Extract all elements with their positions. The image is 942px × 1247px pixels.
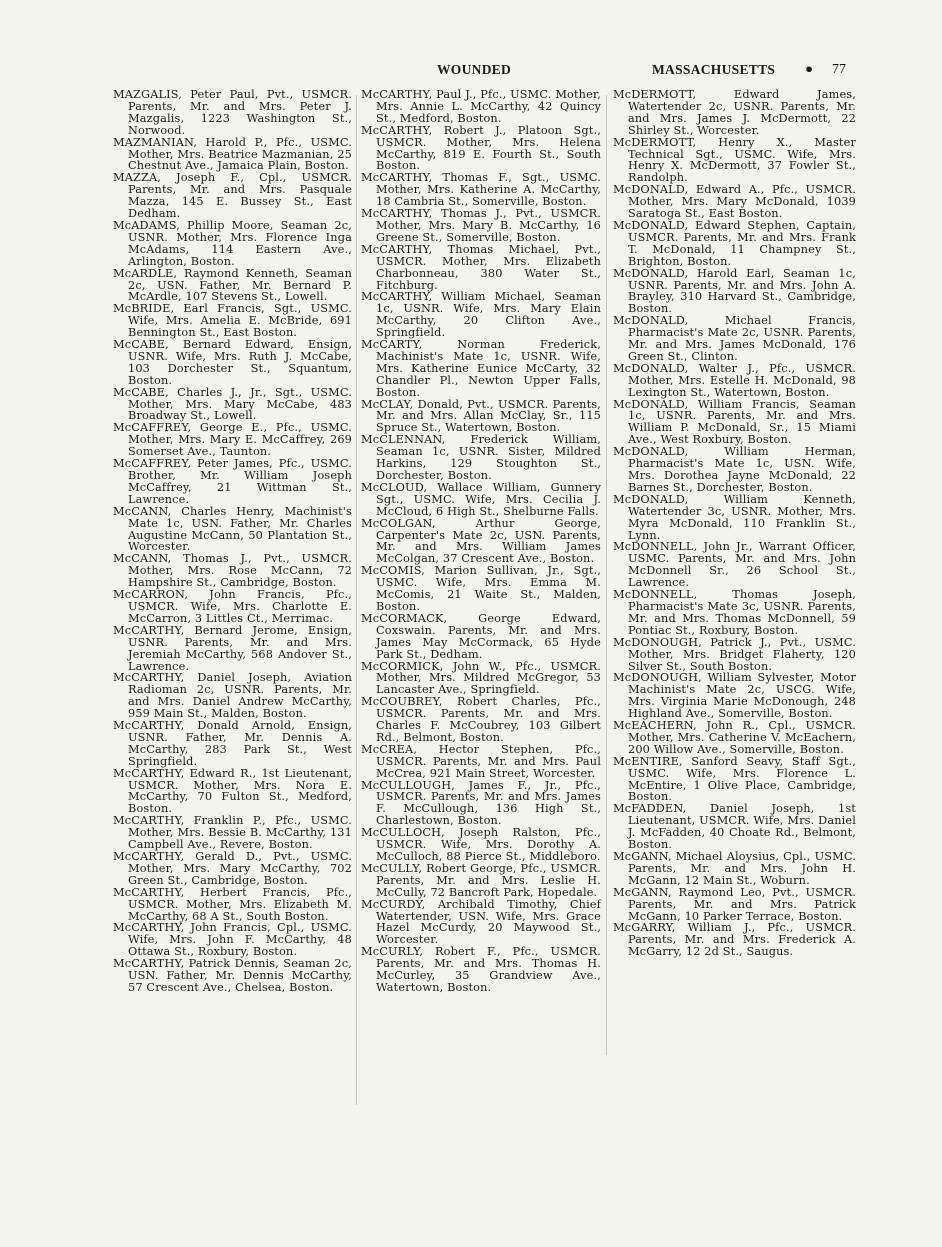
header-bullet: • xyxy=(804,60,815,79)
casualty-entry: McDONALD, William Francis, Seaman 1c, USNR. Parents, Mr. and Mrs. William P. McDonald, Sr., 15 Miami Ave., West Roxbury, Boston. xyxy=(613,397,856,447)
casualty-entry: McCAFFREY, Peter James, Pfc., USMC. Brother, Mr. William Joseph McCaffrey, 21 Wittman St., Lawrence. xyxy=(113,457,352,506)
casualty-entry: McDONALD, Harold Earl, Seaman 1c, USNR. Parents, Mr. and Mrs. John A. Brayley, 310 Harvard St., Cambridge, Boston. xyxy=(613,266,856,316)
casualty-entry: McCORMICK, John W., Pfc., USMCR. Mother, Mrs. Mildred McGregor, 53 Lancaster Ave., Springfield. xyxy=(361,659,601,697)
casualty-entry: McCABE, Charles J., Jr., Sgt., USMC. Mother, Mrs. Mary McCabe, 483 Broadway St., Lowell. xyxy=(113,385,352,423)
column-3 xyxy=(613,89,856,958)
casualty-entry: McCARTHY, Donald Arnold, Ensign, USNR. Father, Mr. Dennis A. McCarthy, 283 Park St., West Springfield. xyxy=(113,719,352,768)
casualty-entry: McCREA, Hector Stephen, Pfc., USMCR. Parents, Mr. and Mrs. Paul McCrea, 921 Main Street, Worcester. xyxy=(361,742,601,780)
casualty-entry: McDONOUGH, William Sylvester, Motor Machinist's Mate 2c, USCG. Wife, Mrs. Virginia Marie McDonough, 248 Highland Ave., Somerville, Boston. xyxy=(613,671,856,721)
column-2 xyxy=(361,89,601,994)
casualty-entry: McCOUBREY, Robert Charles, Pfc., USMCR. Parents, Mr. and Mrs. Charles F. McCoubrey, 103 Gilbert Rd., Belmont, Boston. xyxy=(361,695,601,744)
casualty-entry: McCARTHY, Bernard Jerome, Ensign, USNR. Parents, Mr. and Mrs. Jeremiah McCarthy, 568 Andover St., Lawrence. xyxy=(113,623,352,673)
casualty-entry: MAZGALIS, Peter Paul, Pvt., USMCR. Parents, Mr. and Mrs. Peter J. Mazgalis, 1223 Washington St., Norwood. xyxy=(113,88,352,137)
casualty-entry: McCARTHY, Patrick Dennis, Seaman 2c, USN. Father, Mr. Dennis McCarthy, 57 Crescent Ave., Chelsea, Boston. xyxy=(113,957,352,994)
casualty-entry: McCULLY, Robert George, Pfc., USMCR. Parents, Mr. and Mrs. Leslie H. McCully, 72 Bancroft Park, Hopedale. xyxy=(361,861,601,899)
casualty-entry: McCARTHY, Edward R., 1st Lieutenant, USMCR. Mother, Mrs. Nora E. McCarthy, 70 Fulton St., Medford, Boston. xyxy=(113,766,352,816)
casualty-entry: McCARTHY, Thomas J., Pvt., USMCR. Mother, Mrs. Mary B. McCarthy, 16 Greene St., Somerville, Boston. xyxy=(361,207,601,244)
casualty-entry: McDONOUGH, Patrick J., Pvt., USMC. Mother, Mrs. Bridget Flaherty, 120 Silver St., South Boston. xyxy=(613,635,856,673)
column-1 xyxy=(113,89,352,994)
casualty-entry: McCLAY, Donald, Pvt., USMCR. Parents, Mr. and Mrs. Allan McClay, Sr., 115 Spruce St., Watertown, Boston. xyxy=(361,397,601,435)
casualty-entry: McADAMS, Phillip Moore, Seaman 2c, USNR. Mother, Mrs. Florence Inga McAdams, 114 Eastern Ave., Arlington, Boston. xyxy=(113,218,352,268)
casualty-entry: McCURDY, Archibald Timothy, Chief Watertender, USN. Wife, Mrs. Grace Hazel McCurdy, 20 Maywood St., Worcester. xyxy=(361,897,601,947)
casualty-entry: MAZMANIAN, Harold P., Pfc., USMC. Mother, Mrs. Beatrice Mazmanian, 25 Chestnut Ave., Jamaica Plain, Boston. xyxy=(113,135,352,173)
casualty-entry: McCORMACK, George Edward, Coxswain. Parents, Mr. and Mrs. James May McCormack, 65 Hyde Park St., Dedham. xyxy=(361,611,601,661)
column-divider xyxy=(606,95,607,1055)
casualty-entry: McCARTHY, Thomas F., Sgt., USMC. Mother, Mrs. Katherine A. McCarthy, 18 Cambria St., Somerville, Boston. xyxy=(361,171,601,209)
casualty-entry: McCARTHY, Franklin P., Pfc., USMC. Mother, Mrs. Bessie B. McCarthy, 131 Campbell Ave., Revere, Boston. xyxy=(113,814,352,852)
casualty-entry: McCARTHY, Paul J., Pfc., USMC. Mother, Mrs. Annie L. McCarthy, 42 Quincy St., Medford, Boston. xyxy=(361,88,601,125)
casualty-entry: McDONALD, William Kenneth, Watertender 3c, USNR. Mother, Mrs. Myra McDonald, 110 Franklin St., Lynn. xyxy=(613,492,856,542)
casualty-entry: McCARTHY, Gerald D., Pvt., USMC. Mother, Mrs. Mary McCarthy, 702 Green St., Cambridge, Boston. xyxy=(113,850,352,887)
state-title: MASSACHUSETTS xyxy=(652,62,776,77)
casualty-entry: McCARTHY, William Michael, Seaman 1c, USNR. Wife, Mrs. Mary Elain McCarthy, 20 Clifton Ave., Springfield. xyxy=(361,290,601,340)
section-title: WOUNDED xyxy=(437,62,512,77)
casualty-entry: McGANN, Raymond Leo, Pvt., USMCR. Parents, Mr. and Mrs. Patrick McGann, 10 Parker Terrace, Boston. xyxy=(613,885,856,923)
casualty-entry: McARDLE, Raymond Kenneth, Seaman 2c, USN. Father, Mr. Bernard P. McArdle, 107 Stevens St., Lowell. xyxy=(113,266,352,304)
casualty-entry: McCARTHY, Thomas Michael, Pvt., USMCR. Mother, Mrs. Elizabeth Charbonneau, 380 Water St., Fitchburg. xyxy=(361,242,601,292)
casualty-entry: McEACHERN, John R., Cpl., USMCR. Mother, Mrs. Catherine V. McEachern, 200 Willow Ave., Somerville, Boston. xyxy=(613,719,856,756)
casualty-entry: McDONALD, Michael Francis, Pharmacist's Mate 2c, USNR. Parents, Mr. and Mrs. James McDonald, 176 Green St., Clinton. xyxy=(613,314,856,363)
casualty-entry: McENTIRE, Sanford Seavy, Staff Sgt., USMC. Wife, Mrs. Florence L. McEntire, 1 Olive Place, Cambridge, Boston. xyxy=(613,754,856,804)
casualty-entry: McCLENNAN, Frederick William, Seaman 1c, USNR. Sister, Mildred Harkins, 129 Stoughton St., Dorchester, Boston. xyxy=(361,433,601,482)
casualty-entry: McDONALD, William Herman, Pharmacist's Mate 1c, USN. Wife, Mrs. Dorothea Jayne McDonald, 22 Barnes St., Dorchester, Boston. xyxy=(613,445,856,494)
casualty-entry: McCULLOCH, Joseph Ralston, Pfc., USMCR. Wife, Mrs. Dorothy A. McCulloch, 88 Pierce St., Middleboro. xyxy=(361,826,601,863)
casualty-entry: McCARTHY, Herbert Francis, Pfc., USMCR. Mother, Mrs. Elizabeth M. McCarthy, 68 A St., South Boston. xyxy=(113,885,352,923)
casualty-entry: McDONNELL, Thomas Joseph, Pharmacist's Mate 3c, USNR. Parents, Mr. and Mrs. Thomas McDonnell, 59 Pontiac St., Roxbury, Boston. xyxy=(613,588,856,637)
casualty-entry: MAZZA, Joseph F., Cpl., USMCR. Parents, Mr. and Mrs. Pasquale Mazza, 145 E. Bussey St., East Dedham. xyxy=(113,171,352,221)
casualty-entry: McCARTHY, John Francis, Cpl., USMC. Wife, Mrs. John F. McCarthy, 48 Ottawa St., Roxbury, Boston. xyxy=(113,921,352,959)
casualty-entry: McBRIDE, Earl Francis, Sgt., USMC. Wife, Mrs. Amelia E. McBride, 691 Bennington St., East Boston. xyxy=(113,302,352,340)
casualty-entry: McCOMIS, Marion Sullivan, Jr., Sgt., USMC. Wife, Mrs. Emma M. McComis, 21 Waite St., Malden, Boston. xyxy=(361,564,601,613)
casualty-entry: McGARRY, William J., Pfc., USMCR. Parents, Mr. and Mrs. Frederick A. McGarry, 12 2d St., Saugus. xyxy=(613,921,856,959)
page-number: 77 xyxy=(832,62,846,77)
casualty-entry: McCURLY, Robert F., Pfc., USMCR. Parents, Mr. and Mrs. Thomas H. McCurley, 35 Grandview Ave., Watertown, Boston. xyxy=(361,945,601,994)
casualty-entry: McFADDEN, Daniel Joseph, 1st Lieutenant, USMCR. Wife, Mrs. Daniel J. McFadden, 40 Choate Rd., Belmont, Boston. xyxy=(613,802,856,852)
casualty-entry: McCLOUD, Wallace William, Gunnery Sgt., USMC. Wife, Mrs. Cecilia J. McCloud, 6 High St., Shelburne Falls. xyxy=(361,480,601,518)
casualty-entry: McCARTHY, Daniel Joseph, Aviation Radioman 2c, USNR. Parents, Mr. and Mrs. Daniel Andrew McCarthy, 959 Main St., Malden, Boston. xyxy=(113,671,352,721)
casualty-entry: McCULLOUGH, James F., Jr., Pfc., USMCR. Parents, Mr. and Mrs. James F. McCullough, 136 High St., Charlestown, Boston. xyxy=(361,778,601,828)
casualty-entry: McCABE, Bernard Edward, Ensign, USNR. Wife, Mrs. Ruth J. McCabe, 103 Dorchester St., Squantum, Boston. xyxy=(113,338,352,387)
page-header xyxy=(0,62,942,82)
casualty-entry: McGANN, Michael Aloysius, Cpl., USMC. Parents, Mr. and Mrs. John H. McGann, 12 Main St., Woburn. xyxy=(613,850,856,887)
casualty-entry: McDONNELL, John Jr., Warrant Officer, USMC. Parents, Mr. and Mrs. John McDonnell Sr., 26 School St., Lawrence. xyxy=(613,540,856,590)
column-divider xyxy=(356,95,357,1105)
casualty-entry: McCARTY, Norman Frederick, Machinist's Mate 1c, USNR. Wife, Mrs. Katherine Eunice McCarty, 32 Chandler Pl., Newton Upper Falls, Boston. xyxy=(361,338,601,399)
casualty-entry: McDONALD, Walter J., Pfc., USMCR. Mother, Mrs. Estelle H. McDonald, 98 Lexington St., Watertown, Boston. xyxy=(613,361,856,399)
casualty-entry: McCAFFREY, George E., Pfc., USMC. Mother, Mrs. Mary E. McCaffrey, 269 Somerset Ave., Taunton. xyxy=(113,421,352,459)
casualty-entry: McCARRON, John Francis, Pfc., USMCR. Wife, Mrs. Charlotte E. McCarron, 3 Littles Ct., Merrimac. xyxy=(113,588,352,625)
casualty-entry: McCARTHY, Robert J., Platoon Sgt., USMCR. Mother, Mrs. Helena McCarthy, 819 E. Fourth St., South Boston. xyxy=(361,123,601,173)
casualty-entry: McCANN, Charles Henry, Machinist's Mate 1c, USN. Father, Mr. Charles Augustine McCann, 50 Plantation St., Worcester. xyxy=(113,504,352,554)
casualty-entry: McDONALD, Edward Stephen, Captain, USMCR. Parents, Mr. and Mrs. Frank T. McDonald, 11 Champney St., Brighton, Boston. xyxy=(613,218,856,268)
casualty-entry: McCOLGAN, Arthur George, Carpenter's Mate 2c, USN. Parents, Mr. and Mrs. William James McColgan, 37 Crescent Ave., Boston. xyxy=(361,516,601,566)
casualty-entry: McDERMOTT, Henry X., Master Technical Sgt., USMC. Wife, Mrs. Henry X. McDermott, 37 Fowler St., Randolph. xyxy=(613,135,856,185)
casualty-entry: McDONALD, Edward A., Pfc., USMCR. Mother, Mrs. Mary McDonald, 1039 Saratoga St., East Boston. xyxy=(613,183,856,221)
casualty-entry: McCANN, Thomas J., Pvt., USMCR. Mother, Mrs. Rose McCann, 72 Hampshire St., Cambridge, Boston. xyxy=(113,552,352,590)
casualty-entry: McDERMOTT, Edward James, Watertender 2c, USNR. Parents, Mr. and Mrs. James J. McDermott, 22 Shirley St., Worcester. xyxy=(613,88,856,137)
